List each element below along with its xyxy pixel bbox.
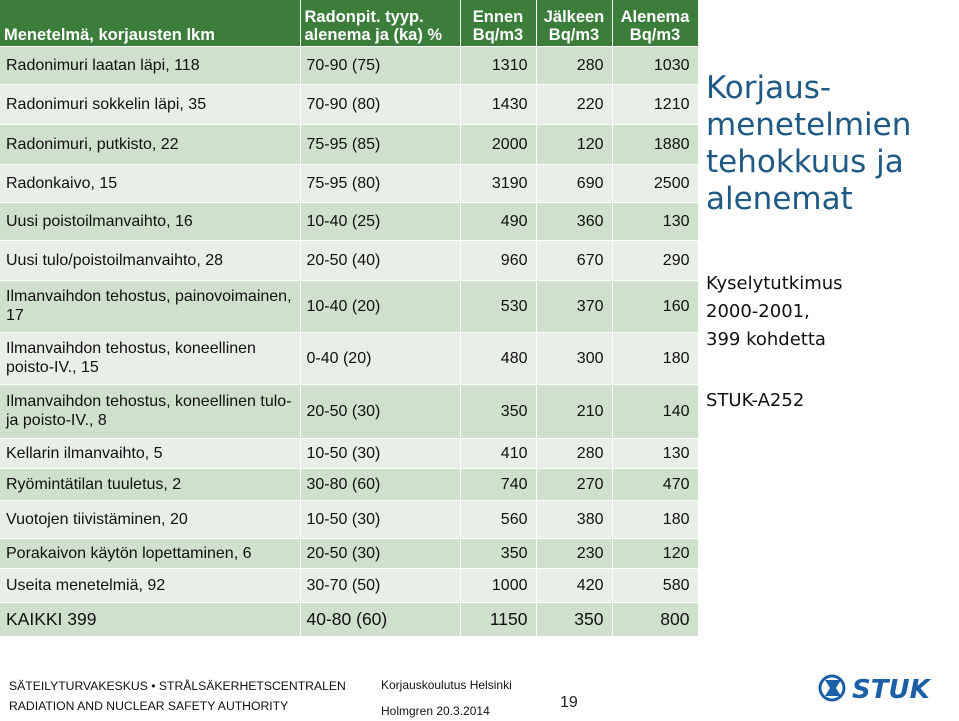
before-cell: 480	[460, 332, 536, 384]
before-cell: 1000	[460, 568, 536, 602]
method-cell: Porakaivon käytön lopettaminen, 6	[0, 538, 300, 568]
logo-arrow	[825, 680, 841, 696]
before-cell: 1310	[460, 46, 536, 84]
table-row	[0, 500, 698, 538]
typical-reduction-cell: 20-50 (40)	[300, 240, 460, 280]
table-row	[0, 202, 698, 240]
table-row	[0, 384, 698, 438]
typical-reduction-cell: 10-50 (30)	[300, 500, 460, 538]
method-cell: Ilmanvaihdon tehostus, painovoimainen, 17	[0, 280, 300, 332]
before-cell: 2000	[460, 124, 536, 164]
page-number: 19	[560, 694, 578, 711]
after-cell: 280	[536, 46, 612, 84]
typical-reduction-cell: 0-40 (20)	[300, 332, 460, 384]
header-reduction: Alenema Bq/m3	[612, 0, 698, 46]
typical-reduction-cell: 70-90 (75)	[300, 46, 460, 84]
table-row	[0, 468, 698, 500]
reduction-cell: 180	[612, 500, 698, 538]
method-cell: Useita menetelmiä, 92	[0, 568, 300, 602]
typical-reduction-cell: 20-50 (30)	[300, 538, 460, 568]
method-cell: Radonimuri sokkelin läpi, 35	[0, 84, 300, 124]
table-row	[0, 602, 698, 636]
method-cell: Kellarin ilmanvaihto, 5	[0, 438, 300, 468]
after-cell: 670	[536, 240, 612, 280]
slide-title: Korjaus- menetelmien tehokkuus ja alenemat	[706, 70, 912, 217]
method-cell: Ilmanvaihdon tehostus, koneellinen tulo- ja poisto-IV., 8	[0, 384, 300, 438]
reduction-cell: 160	[612, 280, 698, 332]
after-cell: 420	[536, 568, 612, 602]
method-cell: Uusi tulo/poistoilmanvaihto, 28	[0, 240, 300, 280]
typical-reduction-cell: 10-40 (25)	[300, 202, 460, 240]
before-cell: 560	[460, 500, 536, 538]
reduction-cell: 580	[612, 568, 698, 602]
after-cell: 300	[536, 332, 612, 384]
method-cell: Radonkaivo, 15	[0, 164, 300, 202]
reduction-cell: 140	[612, 384, 698, 438]
reduction-cell: 1880	[612, 124, 698, 164]
before-cell: 1430	[460, 84, 536, 124]
typical-reduction-cell: 70-90 (80)	[300, 84, 460, 124]
reduction-cell: 180	[612, 332, 698, 384]
after-cell: 210	[536, 384, 612, 438]
table-row	[0, 124, 698, 164]
method-cell: KAIKKI 399	[0, 602, 300, 636]
table-row	[0, 538, 698, 568]
after-cell: 280	[536, 438, 612, 468]
table-row	[0, 84, 698, 124]
footer-author-date: Holmgren 20.3.2014	[381, 704, 490, 718]
after-cell: 350	[536, 602, 612, 636]
table-row	[0, 164, 698, 202]
typical-reduction-cell: 30-70 (50)	[300, 568, 460, 602]
reduction-cell: 290	[612, 240, 698, 280]
table-row	[0, 332, 698, 384]
typical-reduction-cell: 40-80 (60)	[300, 602, 460, 636]
header-before: Ennen Bq/m3	[460, 0, 536, 46]
after-cell: 380	[536, 500, 612, 538]
before-cell: 740	[460, 468, 536, 500]
method-cell: Uusi poistoilmanvaihto, 16	[0, 202, 300, 240]
reduction-cell: 470	[612, 468, 698, 500]
footer-event: Korjauskoulutus Helsinki	[381, 678, 512, 692]
after-cell: 120	[536, 124, 612, 164]
table-header-row	[0, 0, 698, 46]
typical-reduction-cell: 20-50 (30)	[300, 384, 460, 438]
table-row	[0, 438, 698, 468]
typical-reduction-cell: 75-95 (85)	[300, 124, 460, 164]
table-row	[0, 568, 698, 602]
after-cell: 690	[536, 164, 612, 202]
before-cell: 960	[460, 240, 536, 280]
footer-organization: SÄTEILYTURVAKESKUS • STRÅLSÄKERHETSCENTRALEN RADIATION AND NUCLEAR SAFETY AUTHORITY	[9, 679, 346, 713]
table-row	[0, 240, 698, 280]
reference-note: STUK-A252	[706, 390, 805, 411]
before-cell: 350	[460, 384, 536, 438]
reduction-cell: 1210	[612, 84, 698, 124]
after-cell: 220	[536, 84, 612, 124]
after-cell: 370	[536, 280, 612, 332]
before-cell: 350	[460, 538, 536, 568]
before-cell: 410	[460, 438, 536, 468]
reduction-cell: 130	[612, 438, 698, 468]
logo-text: STUK	[852, 675, 930, 705]
survey-note: Kyselytutkimus 2000-2001, 399 kohdetta	[706, 273, 843, 350]
before-cell: 490	[460, 202, 536, 240]
reduction-cell: 120	[612, 538, 698, 568]
typical-reduction-cell: 10-50 (30)	[300, 438, 460, 468]
header-typical-reduction: Radonpit. tyyp. alenema ja (ka) %	[300, 0, 460, 46]
typical-reduction-cell: 10-40 (20)	[300, 280, 460, 332]
header-method: Menetelmä, korjausten lkm	[0, 0, 300, 46]
after-cell: 270	[536, 468, 612, 500]
reduction-cell: 800	[612, 602, 698, 636]
table-row	[0, 46, 698, 84]
typical-reduction-cell: 30-80 (60)	[300, 468, 460, 500]
before-cell: 1150	[460, 602, 536, 636]
before-cell: 3190	[460, 164, 536, 202]
reduction-cell: 2500	[612, 164, 698, 202]
header-after: Jälkeen Bq/m3	[536, 0, 612, 46]
method-cell: Vuotojen tiivistäminen, 20	[0, 500, 300, 538]
after-cell: 230	[536, 538, 612, 568]
method-cell: Radonimuri, putkisto, 22	[0, 124, 300, 164]
stuk-logo	[816, 660, 948, 718]
before-cell: 530	[460, 280, 536, 332]
after-cell: 360	[536, 202, 612, 240]
method-cell: Ryömintätilan tuuletus, 2	[0, 468, 300, 500]
reduction-cell: 1030	[612, 46, 698, 84]
reduction-cell: 130	[612, 202, 698, 240]
table-row	[0, 280, 698, 332]
method-cell: Ilmanvaihdon tehostus, koneellinen poisto-IV., 15	[0, 332, 300, 384]
method-cell: Radonimuri laatan läpi, 118	[0, 46, 300, 84]
typical-reduction-cell: 75-95 (80)	[300, 164, 460, 202]
